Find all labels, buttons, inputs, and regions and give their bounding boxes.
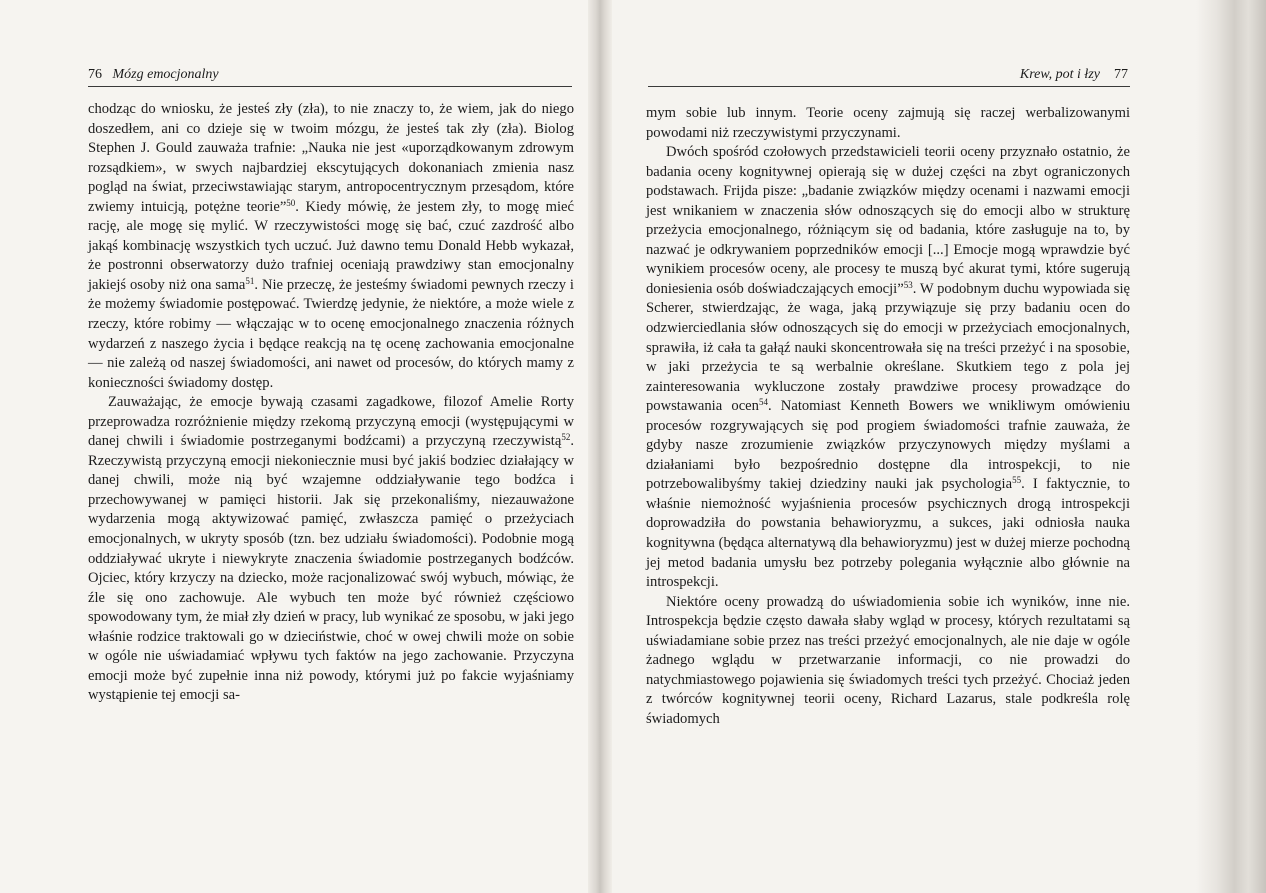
text-run: . Nie przeczę, że jesteśmy świadomi pewnych rzeczy i że możemy świadomie postępować. Twierdzę jedynie, że niektóre, a może wiele z rzeczy, które robimy — włączając w to ocenę emocjonalnego znaczenia różnych wydarzeń z naszego życia i będące reakcją na tę ocenę zachowania emocjonalne — nie zależą od naszej świadomości, ani nawet od procesów, do których mamy z konieczności świadomy dostęp. <box>88 276 574 391</box>
right-running-header <box>1020 66 1128 84</box>
footnote-ref: 54 <box>758 397 768 408</box>
text-run: . W podobnym duchu wypowiada się Scherer, stwierdzając, że waga, jaką przywiązuje się przy badaniu ocen do odzwierciedlania słów odnoszących się do emocji w przeżyciach emocjonalnych, sprawiła, iż cała ta gałąź nauki skoncentrowała się na treści przeżyć i na sposobie, w jaki przeżycia te są werbalnie określane. Skutkiem tego z pola jej zainteresowania wykluczone zostały prawdziwe procesy prowadzące do powstawania ocen <box>646 280 1131 415</box>
paragraph <box>646 593 1130 730</box>
right-page-number: 77 <box>1114 67 1128 82</box>
text-run: chodząc do wniosku, że jesteś zły (zła), to nie znaczy to, że wiem, jak do niego doszedłem, ani co dzieje się w twoim mózgu, że jesteś tak zły (zła). Biolog Stephen J. Gould zauważa trafnie: „Nauka nie jest «uporządkowanym zdrowym rozsądkiem», w swych najbardziej ekscytujących dokonaniach zmienia nasz pogląd na świat, przeciwstawiając starym, antropocentrycznym przesądom, które zwiemy intuicją, potężne teorie” <box>88 101 574 215</box>
right-running-title: Krew, pot i łzy <box>1019 67 1100 82</box>
text-run: Zauważając, że emocje bywają czasami zagadkowe, filozof Amelie Rorty przeprowadza rozróżnienie między rzekomą przyczyną emocji (występującymi w danej chwili i świadomie postrzeganymi bodźcami) a przyczyną rzeczywistą <box>88 394 574 450</box>
left-running-title: Mózg emocjonalny <box>112 67 219 82</box>
left-body-text <box>88 100 574 706</box>
footnote-ref: 52 <box>561 432 571 443</box>
text-run: Dwóch spośród czołowych przedstawicieli teorii oceny przyznało ostatnio, że badania oceny kognitywnej opierają się w dużej części na zbyt ograniczonych podstawach. Frijda pisze: „badanie związków między ocenami i nazwami emocji jest wnikaniem w znaczenia słów odnoszących się do emocji albo w strukturę przeżycia emocjonalnego, różniącym się od badania, które zasługuje na to, by nazwać je odkrywaniem poprzedników emocji [...] Emocje mogą wprawdzie być wynikiem procesów oceny, ale procesy te muszą być akurat tymi, które sugerują doniesienia osób doświadczających emocji” <box>646 144 1130 297</box>
text-run: . I faktycznie, to właśnie niemożność wyjaśnienia procesów psychicznych drogą introspekcji doprowadziła do powstania behawioryzmu, a sukces, jaki odniosła nauka kognitywna (będąca alternatywą dla behawioryzmu) jest w dużej mierze pochodną jej metod badania umysłu bez potrzeby polegania wyłącznie albo głównie na introspekcji. <box>646 476 1130 591</box>
left-running-header <box>88 66 219 84</box>
footnote-ref: 51 <box>245 275 255 286</box>
text-run: . Natomiast Kenneth Bowers we wnikliwym omówieniu procesów rozgrywających się pod progiem świadomości trafnie zauważa, że gdyby nasze zrozumienie związków przyczynowych między myślami a działaniami było bezpośrednio dostępne dla introspekcji, to nie potrzebowalibyśmy takiej dziedziny nauki jak psychologia <box>646 398 1131 493</box>
right-body-text <box>646 104 1130 730</box>
text-run: . Rzeczywistą przyczyną emocji niekoniecznie musi być jakiś bodziec działający w danej chwili, może nią być wzajemne oddziaływanie tego bodźca i przechowywanej w pamięci historii. Jak się przekonaliśmy, niezauważone wydarzenia mogą aktywizować pamięć, zwłaszcza pamięć o przeżyciach emocjonalnych, w ukryty sposób (tzn. bez udziału świadomości). Podobnie mogą oddziaływać ukryte i niewykryte znaczenia świadomie postrzeganych bodźców. Ojciec, który krzyczy na dziecko, może racjonalizować swój wybuch, mówiąc, że źle się ono zachowuje. Ale wybuch ten może być również częściowo spowodowany tym, że miał zły dzień w pracy, lub wynikać ze sposobu, w jaki jego właśnie rodzice traktowali go w dzieciństwie, choć w owej chwili może on sobie w ogóle nie uświadamiać wpływu tych faktów na jego zachowanie. Przyczyna emocji może być zupełnie inna niż powody, którymi już po fakcie wyjaśniamy wystąpienie tej emocji sa- <box>88 433 574 704</box>
footnote-ref: 50 <box>286 197 296 208</box>
book-gutter <box>588 0 612 893</box>
text-run: mym sobie lub innym. Teorie oceny zajmują się raczej werbalizowanymi powodami niż rzeczywistymi przyczynami. <box>646 105 1130 141</box>
right-header-rule <box>648 86 1130 87</box>
paragraph <box>646 104 1130 143</box>
paragraph <box>646 143 1130 593</box>
paragraph <box>88 393 574 706</box>
paragraph <box>88 100 574 393</box>
footnote-ref: 53 <box>903 279 913 290</box>
footnote-ref: 55 <box>1012 475 1022 486</box>
left-header-rule <box>88 86 572 87</box>
left-page-number: 76 <box>88 67 102 82</box>
text-run: . Kiedy mówię, że jestem zły, to mogę mieć rację, ale mogę się mylić. W rzeczywistości mogę się bać, czuć zazdrość albo jakąś kombinację wszystkich tych uczuć. Już dawno temu Donald Hebb wykazał, że postronni obserwatorzy dużo trafniej oceniają prawdziwy stan emocjonalny jakiejś osoby niż ona sama <box>88 198 574 293</box>
text-run: Niektóre oceny prowadzą do uświadomienia sobie ich wyników, inne nie. Introspekcja będzie często dawała słaby wgląd w procesy, których rezultatami są uświadamiane sobie przez nas treści przeżyć emocjonalnych, ale nie daje w ogóle żadnego wglądu w przetwarzanie informacji, co nie prowadzi do natychmiastowego pojawienia się świadomych treści tych przeżyć. Chociaż jeden z twórców kognitywnej teorii oceny, Richard Lazarus, stale podkreśla rolę świadomych <box>646 593 1130 727</box>
page-edge <box>1196 0 1266 893</box>
